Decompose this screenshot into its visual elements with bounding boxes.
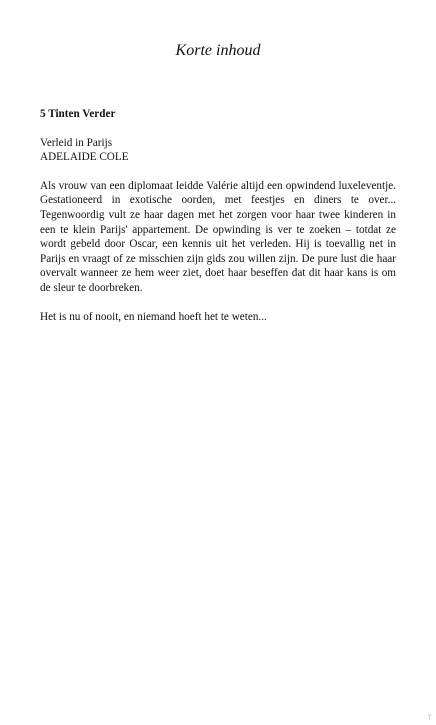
series-name: 5 Tinten Verder — [40, 108, 116, 120]
watermark-logo-icon — [427, 713, 432, 721]
author-name: ADELAIDE COLE — [40, 151, 129, 164]
summary-paragraph: Als vrouw van een diplomaat leidde Valérie altijd een opwindend luxeleventje. Gestationeerd in exotische oorden, met feestjes en diners te over... Tegenwoordig vult ze haar dagen met het zorgen voor haar twee kinderen in een te klein Parijs' appartement. De opwinding is ver te zoeken – totdat ze wordt gebeld door Oscar, een kennis uit het verleden. Hij is toevallig net in Parijs en vraagt of ze misschien zijn gids zou willen zijn. De pure lust die haar overvalt wanneer ze hem weer ziet, doet haar beseffen dat dit haar kans is om de sleur te doorbreken. — [40, 179, 396, 294]
summary-closing-line: Het is nu of nooit, en niemand hoeft het te weten... — [40, 310, 267, 323]
book-title: Verleid in Parijs — [40, 136, 113, 149]
summary-content — [40, 107, 396, 324]
page-title: Korte inhoud — [175, 42, 261, 59]
